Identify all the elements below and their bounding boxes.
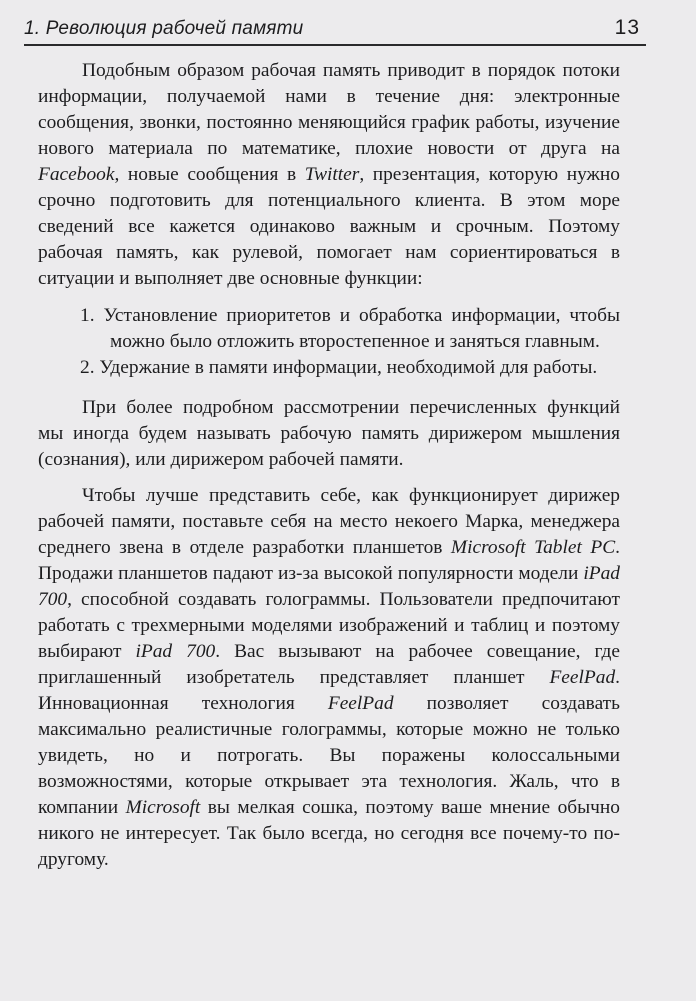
list-item: 2. Удержание в памяти информации, необходимой для работы. bbox=[80, 357, 598, 378]
brand-twitter: Twitter bbox=[304, 164, 360, 185]
product-ms-tablet: Microsoft Tablet PC bbox=[450, 537, 616, 558]
paragraph-text: вы мелкая сошка, поэтому ваше мнение обычно никого не интересует. Так было всегда, но сегодня все почему-то по-другому. bbox=[38, 797, 620, 870]
page-number: 13 bbox=[614, 16, 640, 39]
paragraph-text: Подобным образом рабочая память приводит в порядок потоки информации, получаемой нами в течение дня: электронные сообщения, звонки, постоянно меняющийся график работы, изучение нового материала по математике, плохие новости от друга на bbox=[38, 60, 620, 159]
paragraph-text: позволяет создавать максимально реалистичные голограммы, которые можно не только увидеть, но и потрогать. Вы поражены колоссальными возможностями, которые открывает эта технология. Жаль, что в компании bbox=[38, 693, 620, 818]
chapter-title: 1. Революция рабочей памяти bbox=[24, 18, 304, 39]
paragraph-working-memory-flows bbox=[38, 58, 620, 292]
body-text bbox=[38, 58, 620, 873]
paragraph-text: , способной создавать голограммы. Пользователи предпочитают работать с трехмерными моделями изображений и таблиц и поэтому выбирают bbox=[38, 589, 620, 662]
header-rule bbox=[24, 44, 646, 46]
product-ipad: iPad 700 bbox=[135, 641, 216, 662]
brand-facebook: Facebook bbox=[38, 164, 115, 185]
running-head bbox=[0, 0, 696, 46]
paragraph-text: . Вас вызывают на рабочее совещание, где приглашенный изобретатель представляет планшет bbox=[38, 641, 620, 688]
list-item: 1. Установление приоритетов и обработка информации, чтобы можно было отложить второстепенное и заняться главным. bbox=[80, 305, 620, 352]
product-ipad: iPad 700 bbox=[38, 563, 620, 610]
brand-microsoft: Microsoft bbox=[125, 797, 201, 818]
paragraph-text: . Продажи планшетов падают из-за высокой популярности модели bbox=[38, 537, 620, 584]
paragraph-text: Чтобы лучше представить себе, как функционирует дирижер рабочей памяти, поставьте себя на место некоего Марка, менеджера среднего звена в отделе разработки планшетов bbox=[38, 485, 620, 558]
functions-list bbox=[38, 303, 620, 381]
paragraph-text: . Инновационная технология bbox=[38, 667, 620, 714]
paragraph-text: , презентация, которую нужно срочно подготовить для потенциального клиента. В этом море сведений все кажется одинаково важным и срочным. Поэтому рабочая память, как рулевой, помогает нам сориентироваться в ситуации и выполняет две основные функции: bbox=[38, 164, 620, 289]
product-feelpad: FeelPad bbox=[327, 693, 394, 714]
paragraph-mark-example bbox=[38, 483, 620, 873]
product-feelpad: FeelPad bbox=[549, 667, 616, 688]
paragraph-conductor: При более подробном рассмотрении перечисленных функций мы иногда будем называть рабочую память дирижером мышления (сознания), или дирижером рабочей памяти. bbox=[38, 397, 620, 470]
paragraph-text: , новые сообщения в bbox=[114, 164, 305, 185]
